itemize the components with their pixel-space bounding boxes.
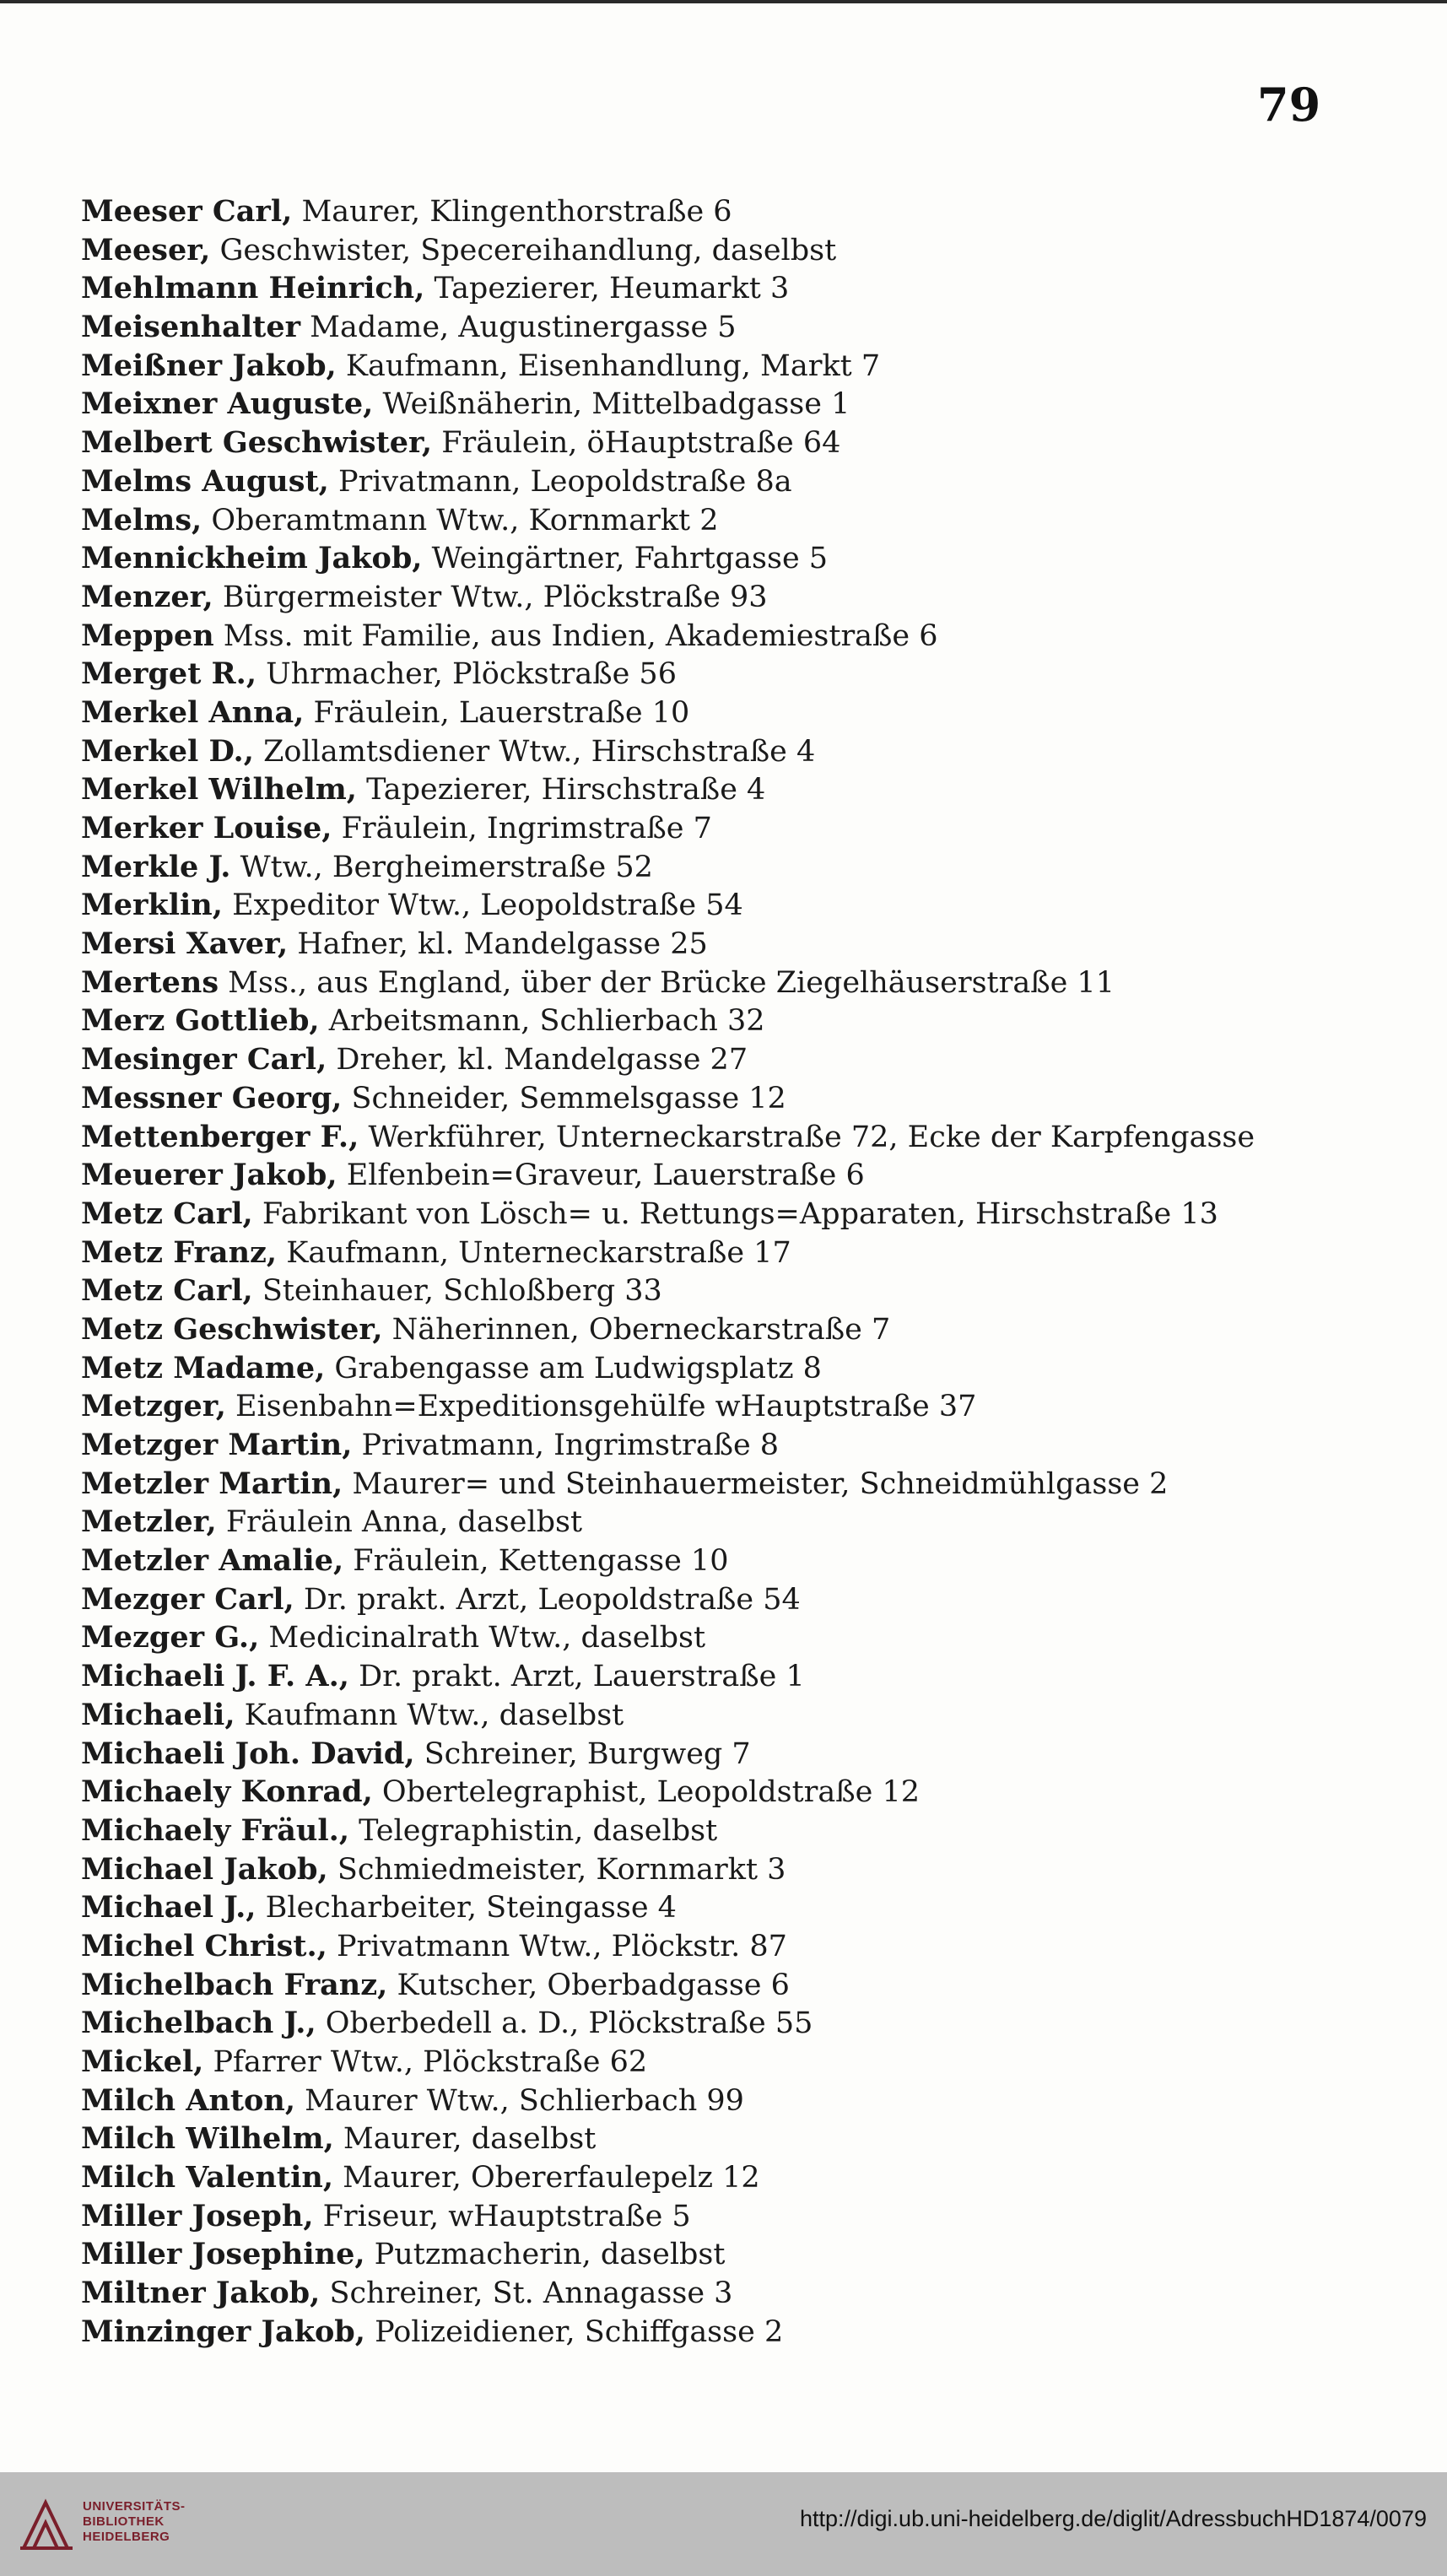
entry-details: Maurer, Obererfaulepelz 12 [333,2161,760,2195]
entry-name: Merkel D., [81,733,254,769]
entry-name: Merkel Wilhelm, [81,772,357,807]
entry-details: Putzmacherin, daselbst [364,2238,726,2272]
entry-details: Kaufmann, Unterneckarstraße 17 [277,1235,791,1270]
entry-name: Mertens [81,964,219,1000]
entry-name: Mehlmann Heinrich, [81,271,425,306]
entry-name: Metz Madame, [81,1350,326,1385]
entry-name: Metzler Martin, [81,1466,343,1501]
entry-name: Metz Geschwister, [81,1311,383,1347]
address-entry [81,1272,1304,1310]
entry-details: Grabengasse am Ludwigsplatz 8 [325,1351,822,1385]
entry-name: Metzler, [81,1504,217,1540]
entry-details: Tapezierer, Hirschstraße 4 [356,773,766,807]
address-entry [81,2274,1304,2313]
entry-details: Friseur, wHauptstraße 5 [313,2199,691,2233]
address-entry [81,308,1304,347]
top-rule [0,0,1447,3]
address-entry [81,1735,1304,1774]
entry-details: Fräulein, Kettengasse 10 [343,1544,729,1579]
entry-details: Maurer= und Steinhauermeister, Schneidmühlgasse 2 [343,1466,1169,1501]
address-entry [81,964,1304,1002]
entry-name: Metz Franz, [81,1234,278,1270]
entry-name: Metz Carl, [81,1196,253,1231]
entry-name: Michael Jakob, [81,1851,328,1887]
entry-details: Uhrmacher, Plöckstraße 56 [256,657,677,692]
entry-details: Schmiedmeister, Kornmarkt 3 [327,1852,786,1887]
entry-details: Fabrikant von Lösch= u. Rettungs=Apparaten, Hirschstraße 13 [252,1196,1218,1231]
entry-name: Miltner Jakob, [81,2276,321,2311]
entry-name: Meeser, [81,232,211,267]
entry-name: Milch Anton, [81,2082,296,2118]
address-entry [81,1002,1304,1040]
address-entry [81,809,1304,848]
entry-details: Telegraphistin, daselbst [349,1813,718,1848]
entry-details: Madame, Augustinergasse 5 [300,311,737,345]
address-entry [81,501,1304,540]
address-entry [81,1927,1304,1966]
entry-name: Merklin, [81,888,223,923]
entry-details: Schreiner, St. Annagasse 3 [320,2276,733,2311]
entry-details: Schreiner, Burgweg 7 [414,1736,751,1771]
entry-name: Meppen [81,618,214,653]
entry-name: Messner Georg, [81,1080,343,1115]
entry-name: Metz Carl, [81,1273,253,1309]
address-entry [81,231,1304,270]
entry-details: Fräulein, Lauerstraße 10 [304,695,690,730]
entry-details: Steinhauer, Schloßberg 33 [252,1274,662,1309]
entry-details: Weißnäherin, Mittelbadgasse 1 [373,387,850,422]
address-entry [81,2235,1304,2274]
entry-name: Menzer, [81,579,213,614]
source-url-link[interactable]: http://digi.ub.uni-heidelberg.de/diglit/AdressbuchHD1874/0079 [799,2506,1427,2531]
entry-name: Melms August, [81,463,329,499]
address-entry [81,2082,1304,2120]
entry-name: Mickel, [81,2044,204,2079]
entry-name: Meeser Carl, [81,194,293,229]
entry-details: Oberamtmann Wtw., Kornmarkt 2 [202,503,719,537]
address-entry-list [81,192,1304,2352]
entry-details: Wtw., Bergheimerstraße 52 [230,850,653,884]
address-entry [81,2197,1304,2236]
address-entry [81,1156,1304,1195]
address-entry [81,1195,1304,1234]
entry-details: Privatmann Wtw., Plöckstr. 87 [327,1929,787,1963]
library-name-line: UNIVERSITÄTS- [83,2499,186,2514]
entry-name: Michaeli Joh. David, [81,1736,415,1771]
library-emblem-icon [17,2496,76,2555]
address-entry [81,1888,1304,1927]
entry-name: Metzger, [81,1389,226,1424]
entry-name: Merkle J. [81,849,231,884]
address-entry [81,925,1304,964]
address-entry [81,1118,1304,1157]
address-entry [81,2313,1304,2352]
entry-details: Hafner, kl. Mandelgasse 25 [288,927,708,962]
address-entry [81,848,1304,887]
entry-details: Privatmann, Ingrimstraße 8 [352,1428,780,1462]
address-entry [81,1696,1304,1735]
entry-name: Michelbach J., [81,2006,316,2041]
address-entry [81,886,1304,925]
entry-details: Maurer Wtw., Schlierbach 99 [295,2083,744,2118]
footer-bar [0,2472,1447,2576]
entry-name: Merkel Anna, [81,694,305,730]
address-entry [81,2158,1304,2197]
entry-details: Obertelegraphist, Leopoldstraße 12 [372,1775,921,1810]
address-entry [81,1234,1304,1272]
entry-details: Dr. prakt. Arzt, Lauerstraße 1 [348,1660,805,1694]
address-entry [81,1542,1304,1580]
entry-details: Werkführer, Unterneckarstraße 72, Ecke der Karpfengasse [359,1120,1255,1154]
entry-name: Meixner Auguste, [81,386,374,422]
entry-details: Fräulein, Ingrimstraße 7 [332,812,712,845]
library-logo[interactable] [17,2491,186,2560]
entry-details: Geschwister, Specereihandlung, daselbst [210,233,837,267]
entry-details: Elfenbein=Graveur, Lauerstraße 6 [337,1158,865,1193]
address-entry [81,1465,1304,1504]
entry-details: Dreher, kl. Mandelgasse 27 [327,1043,748,1077]
entry-details: Blecharbeiter, Steingasse 4 [256,1891,677,1925]
address-entry [81,578,1304,617]
address-entry [81,385,1304,424]
entry-details: Maurer, Klingenthorstraße 6 [292,195,732,229]
library-name [83,2499,186,2545]
entry-name: Merz Gottlieb, [81,1003,320,1039]
address-entry [81,732,1304,771]
entry-details: Mss. mit Familie, aus Indien, Akademiestraße 6 [213,618,938,653]
address-entry [81,1040,1304,1079]
entry-details: Fräulein, öHauptstraße 64 [432,426,841,461]
entry-details: Pfarrer Wtw., Plöckstraße 62 [203,2045,648,2079]
entry-name: Meisenhalter [81,310,301,345]
entry-details: Kaufmann Wtw., daselbst [235,1698,624,1732]
address-entry [81,1657,1304,1696]
entry-name: Melbert Geschwister, [81,425,433,461]
entry-name: Mezger G., [81,1620,260,1655]
entry-details: Oberbedell a. D., Plöckstraße 55 [316,2006,813,2041]
address-entry [81,1812,1304,1850]
entry-name: Mennickheim Jakob, [81,541,423,576]
entry-details: Weingärtner, Fahrtgasse 5 [422,542,829,576]
address-entry [81,1503,1304,1542]
address-entry [81,1850,1304,1889]
entry-details: Expeditor Wtw., Leopoldstraße 54 [222,888,743,923]
entry-name: Meuerer Jakob, [81,1158,337,1193]
address-entry [81,617,1304,656]
entry-name: Michelbach Franz, [81,1967,388,2002]
entry-details: Zollamtsdiener Wtw., Hirschstraße 4 [253,734,816,769]
address-entry [81,462,1304,501]
entry-name: Miller Joseph, [81,2198,314,2233]
entry-details: Kaufmann, Eisenhandlung, Markt 7 [336,348,881,383]
address-entry [81,1618,1304,1657]
address-entry [81,1310,1304,1349]
entry-details: Kutscher, Oberbadgasse 6 [387,1968,790,2002]
address-entry [81,2004,1304,2043]
address-entry [81,655,1304,694]
entry-name: Milch Valentin, [81,2160,334,2195]
address-entry [81,1079,1304,1118]
address-entry [81,192,1304,231]
address-entry [81,1349,1304,1388]
entry-details: Privatmann, Leopoldstraße 8a [328,464,792,499]
address-entry [81,1966,1304,2005]
entry-details: Schneider, Semmelsgasse 12 [342,1081,786,1115]
entry-name: Melms, [81,502,202,537]
entry-name: Minzinger Jakob, [81,2314,365,2349]
address-entry [81,2043,1304,2082]
entry-name: Miller Josephine, [81,2237,365,2272]
entry-details: Polizeidiener, Schiffgasse 2 [364,2314,784,2349]
address-entry [81,424,1304,462]
library-name-line: BIBLIOTHEK [83,2514,165,2529]
entry-name: Michel Christ., [81,1928,327,1963]
entry-details: Maurer, daselbst [333,2122,597,2157]
entry-details: Mss., aus England, über der Brücke Ziegelhäuserstraße 11 [219,965,1115,1000]
entry-name: Meißner Jakob, [81,348,337,383]
address-entry [81,1773,1304,1812]
entry-details: Bürgermeister Wtw., Plöckstraße 93 [213,580,768,614]
address-entry [81,694,1304,732]
address-entry [81,1426,1304,1465]
entry-details: Eisenbahn=Expeditionsgehülfe wHauptstraße 37 [225,1390,977,1424]
address-entry [81,1387,1304,1426]
entry-details: Fräulein Anna, daselbst [216,1505,583,1540]
entry-details: Dr. prakt. Arzt, Leopoldstraße 54 [294,1582,801,1617]
entry-details: Näherinnen, Oberneckarstraße 7 [382,1312,891,1347]
entry-name: Michaely Konrad, [81,1774,373,1810]
entry-name: Merker Louise, [81,811,332,845]
entry-name: Michaeli, [81,1697,235,1732]
address-entry [81,1580,1304,1619]
address-entry [81,269,1304,308]
entry-name: Milch Wilhelm, [81,2121,334,2157]
entry-details: Medicinalrath Wtw., daselbst [259,1621,706,1655]
entry-name: Mersi Xaver, [81,926,289,962]
address-entry [81,770,1304,809]
entry-name: Metzger Martin, [81,1428,353,1462]
address-entry [81,539,1304,578]
entry-name: Michael J., [81,1890,256,1925]
entry-name: Mezger Carl, [81,1581,294,1617]
entry-name: Mesinger Carl, [81,1042,327,1077]
page-number: 79 [1257,78,1321,132]
library-name-line: HEIDELBERG [83,2530,170,2544]
address-entry [81,347,1304,386]
entry-details: Arbeitsmann, Schlierbach 32 [319,1004,765,1039]
entry-name: Metzler Amalie, [81,1543,344,1579]
entry-name: Mettenberger F., [81,1119,359,1154]
entry-details: Tapezierer, Heumarkt 3 [424,272,790,306]
entry-name: Michaely Fräul., [81,1812,350,1848]
address-entry [81,2120,1304,2158]
entry-name: Merget R., [81,656,257,692]
entry-name: Michaeli J. F. A., [81,1659,349,1694]
